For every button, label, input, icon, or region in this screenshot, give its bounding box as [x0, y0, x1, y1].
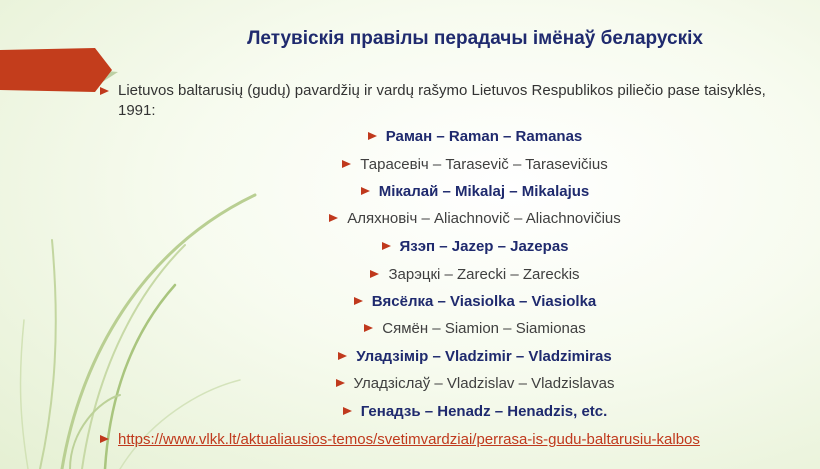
name-example-text: Язэп – Jazep – Jazepas [399, 238, 569, 255]
arrow-bullet-icon [370, 270, 379, 278]
name-example-line [150, 237, 800, 257]
name-example-text: Сямён – Siamion – Siamionas [382, 320, 586, 337]
arrow-bullet-icon [354, 297, 363, 305]
name-example-line [150, 155, 800, 175]
intro-paragraph [100, 81, 790, 121]
arrow-bullet-icon [338, 352, 347, 360]
arrow-bullet-icon [361, 187, 370, 195]
arrow-bullet-icon [100, 87, 109, 95]
name-example-text: Аляхновіч – Aliachnovič – Aliachnovičius [347, 210, 621, 227]
name-example-text: Тарасевіч – Tarasevič – Tarasevičius [360, 156, 608, 173]
name-example-line [150, 127, 800, 147]
intro-text: Lietuvos baltarusių (gudų) pavardžių ir vardų rašymo Lietuvos Respublikos piliečio pase taisyklės, 1991: [118, 82, 766, 119]
name-example-text: Уладзіслаў – Vladzislav – Vladzislavas [353, 375, 615, 392]
name-example-text: Мікалай – Mikalaj – Mikalajus [378, 183, 590, 200]
arrow-bullet-icon [336, 379, 345, 387]
name-example-line [150, 209, 800, 229]
arrow-bullet-icon [364, 324, 373, 332]
title-accent-arrow [0, 48, 112, 92]
name-example-text: Вясёлка – Viasiolka – Viasiolka [371, 293, 597, 310]
name-example-line [150, 265, 800, 285]
name-example-text: Зарэцкі – Zarecki – Zareckis [388, 266, 580, 283]
source-link-row [100, 430, 810, 450]
name-example-line [150, 347, 800, 367]
arrow-bullet-icon [368, 132, 377, 140]
arrow-bullet-icon [382, 242, 391, 250]
name-example-line [150, 182, 800, 202]
name-example-line [150, 374, 800, 394]
name-example-text: Раман – Raman – Ramanas [385, 128, 583, 145]
name-example-text: Уладзімір – Vladzimir – Vladzimiras [356, 348, 612, 365]
name-example-line [150, 292, 800, 312]
arrow-bullet-icon [100, 435, 109, 443]
arrow-bullet-icon [329, 214, 338, 222]
arrow-bullet-icon [342, 160, 351, 168]
name-example-line [150, 319, 800, 339]
arrow-bullet-icon [343, 407, 352, 415]
source-link[interactable]: https://www.vlkk.lt/aktualiausios-temos/svetimvardziai/perrasa-is-gudu-baltarusiu-kalbos [118, 431, 700, 448]
name-example-text: Генадзь – Henadz – Henadzis, etc. [360, 403, 608, 420]
name-example-line [150, 402, 800, 422]
slide-title: Летувіскія правілы перадачы імёнаў беларускіх [247, 28, 703, 49]
